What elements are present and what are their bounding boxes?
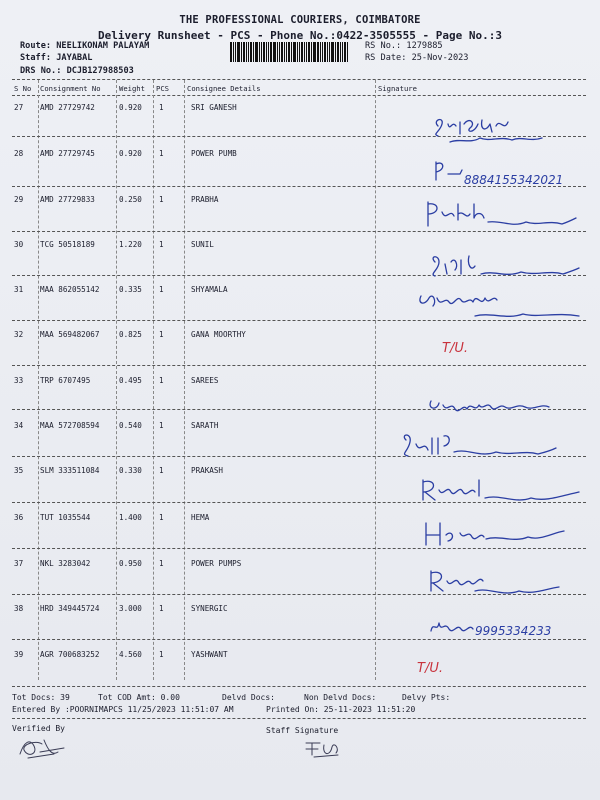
col-sno: S No [14, 84, 32, 93]
row-pcs: 1 [159, 330, 164, 339]
barcode-bar [304, 42, 305, 62]
barcode-bar [261, 42, 262, 62]
signature-row-37 [425, 565, 565, 605]
barcode-bar [241, 42, 242, 62]
barcode-bar [281, 42, 283, 62]
row-weight: 0.540 [119, 421, 142, 430]
row-consignment: HRD 349445724 [40, 604, 100, 613]
barcode-bar [331, 42, 334, 62]
row-consignment: MAA 572708594 [40, 421, 100, 430]
staff-label: Staff: JAYABAL [20, 53, 93, 63]
row-sno: 30 [14, 240, 24, 249]
row-sno: 28 [14, 149, 24, 158]
barcode-bar [291, 42, 292, 62]
barcode-bar [248, 42, 249, 62]
rs-number: RS No.: 1279885 [365, 41, 443, 51]
staff-signature [300, 735, 350, 765]
mark-row-39 [415, 655, 475, 683]
row-consignee: PRAKASH [191, 466, 224, 475]
col-divider [153, 80, 154, 680]
row-weight: 4.560 [119, 650, 142, 659]
entered-by: Entered By :POORNIMAPCS 11/25/2023 11:51:07 AM [12, 705, 234, 714]
col-consignee: Consignee Details [187, 84, 261, 93]
barcode-bar [233, 42, 234, 62]
barcode-bar [268, 42, 269, 62]
row-consignee: HEMA [191, 513, 210, 522]
barcode-bar [277, 42, 278, 62]
delivery-points: Delvy Pts: [402, 693, 451, 702]
row-consignment: TCG 50518189 [40, 240, 95, 249]
tu-mark: T/U. [417, 661, 443, 676]
row-consignment: AMD 27729833 [40, 195, 95, 204]
row-consignee: POWER PUMB [191, 149, 237, 158]
row-consignee: SRI GANESH [191, 103, 237, 112]
row-weight: 1.220 [119, 240, 142, 249]
row-weight: 0.825 [119, 330, 142, 339]
barcode-bar [344, 42, 346, 62]
barcode-bar [308, 42, 310, 62]
row-weight: 3.000 [119, 604, 142, 613]
barcode [230, 42, 360, 62]
row-weight: 0.920 [119, 103, 142, 112]
row-weight: 1.400 [119, 513, 142, 522]
row-pcs: 1 [159, 421, 164, 430]
row-consignment: TRP 6707495 [40, 376, 91, 385]
col-divider [184, 80, 185, 680]
barcode-bar [317, 42, 319, 62]
row-consignee: PRABHA [191, 195, 219, 204]
phone-handwritten: 8884155342021 [464, 173, 564, 187]
row-weight: 0.330 [119, 466, 142, 475]
drs-number: DRS No.: DCJB127988503 [20, 66, 134, 76]
row-pcs: 1 [159, 149, 164, 158]
verified-by-label: Verified By [12, 724, 65, 733]
signature-row-28 [430, 156, 580, 196]
row-sno: 33 [14, 376, 24, 385]
row-consignment: NKL 3283042 [40, 559, 91, 568]
barcode-bar [311, 42, 312, 62]
row-pcs: 1 [159, 103, 164, 112]
col-signature: Signature [378, 84, 417, 93]
verifier-signature [14, 732, 84, 766]
signature-row-34a [425, 395, 575, 429]
rs-date: RS Date: 25-Nov-2023 [365, 53, 469, 63]
company-title: THE PROFESSIONAL COURIERS, COIMBATORE [179, 14, 421, 26]
signature-row-31 [415, 288, 585, 332]
row-sno: 38 [14, 604, 24, 613]
barcode-bar [284, 42, 285, 62]
row-rule [12, 365, 586, 366]
barcode-bar [253, 42, 254, 62]
barcode-bar [286, 42, 287, 62]
mark-row-32 [440, 336, 500, 362]
row-sno: 35 [14, 466, 24, 475]
barcode-bar [243, 42, 245, 62]
row-consignment: SLM 333511084 [40, 466, 100, 475]
non-delivered-docs: Non Delvd Docs: [304, 693, 377, 702]
barcode-bar [273, 42, 276, 62]
barcode-bar [263, 42, 265, 62]
barcode-bar [259, 42, 260, 62]
col-consignment: Consignment No [40, 84, 101, 93]
row-pcs: 1 [159, 650, 164, 659]
signature-row-27 [430, 112, 560, 151]
row-weight: 0.495 [119, 376, 142, 385]
row-consignee: SYNERGIC [191, 604, 228, 613]
row-pcs: 1 [159, 604, 164, 613]
row-consignment: AGR 700683252 [40, 650, 100, 659]
row-consignment: MAA 569482067 [40, 330, 100, 339]
row-sno: 34 [14, 421, 24, 430]
barcode-bar [293, 42, 296, 62]
runsheet-subtitle: Delivery Runsheet - PCS - Phone No.:0422-3505555 - Page No.:3 [98, 29, 502, 42]
row-consignee: YASHWANT [191, 650, 228, 659]
col-divider [38, 80, 39, 680]
printed-on: Printed On: 25-11-2023 11:51:20 [266, 705, 416, 714]
barcode-bar [337, 42, 339, 62]
row-sno: 37 [14, 559, 24, 568]
total-cod: Tot COD Amt: 0.00 [98, 693, 180, 702]
barcode-bar [342, 42, 343, 62]
row-sno: 29 [14, 195, 24, 204]
footer-rule [12, 686, 586, 687]
barcode-bar [297, 42, 298, 62]
col-divider [116, 80, 117, 680]
row-sno: 36 [14, 513, 24, 522]
barcode-bar [279, 42, 280, 62]
barcode-bar [255, 42, 258, 62]
row-pcs: 1 [159, 466, 164, 475]
barcode-bar [266, 42, 267, 62]
barcode-bar [324, 42, 326, 62]
barcode-bar [322, 42, 323, 62]
row-weight: 0.920 [119, 149, 142, 158]
col-weight: Weight [119, 84, 145, 93]
row-consignee: SARATH [191, 421, 219, 430]
barcode-bar [235, 42, 236, 62]
total-docs: Tot Docs: 39 [12, 693, 70, 702]
row-sno: 31 [14, 285, 24, 294]
row-pcs: 1 [159, 195, 164, 204]
row-consignee: GANA MOORTHY [191, 330, 246, 339]
row-sno: 32 [14, 330, 24, 339]
header-rule-top [12, 79, 586, 80]
signature-row-29 [422, 198, 582, 238]
barcode-bar [320, 42, 321, 62]
row-consignment: TUT 1035544 [40, 513, 91, 522]
row-pcs: 1 [159, 285, 164, 294]
row-weight: 0.950 [119, 559, 142, 568]
barcode-bar [237, 42, 240, 62]
signature-row-36 [420, 517, 570, 557]
barcode-bar [299, 42, 300, 62]
row-pcs: 1 [159, 240, 164, 249]
row-pcs: 1 [159, 376, 164, 385]
barcode-bar [301, 42, 303, 62]
barcode-bar [250, 42, 252, 62]
delivered-docs: Delvd Docs: [222, 693, 275, 702]
barcode-bar [327, 42, 328, 62]
header-rule-bottom [12, 95, 586, 96]
barcode-bar [329, 42, 330, 62]
row-consignment: AMD 27729742 [40, 103, 95, 112]
signature-row-38 [425, 613, 585, 647]
barcode-bar [306, 42, 307, 62]
col-pcs: PCS [156, 84, 169, 93]
signature-row-35 [415, 474, 585, 514]
row-consignment: AMD 27729745 [40, 149, 95, 158]
barcode-bar [335, 42, 336, 62]
signature-row-34b [398, 430, 558, 474]
row-weight: 0.250 [119, 195, 142, 204]
barcode-bar [288, 42, 290, 62]
barcode-bar [270, 42, 272, 62]
row-consignment: MAA 862055142 [40, 285, 100, 294]
barcode-bar [230, 42, 232, 62]
footer-rule [12, 718, 586, 719]
row-pcs: 1 [159, 513, 164, 522]
route-label: Route: NEELIKONAM PALAYAM [20, 41, 150, 51]
row-consignee: SHYAMALA [191, 285, 228, 294]
col-divider [375, 80, 376, 680]
barcode-bar [347, 42, 348, 62]
barcode-bar [340, 42, 341, 62]
row-consignee: POWER PUMPS [191, 559, 242, 568]
row-consignee: SUNIL [191, 240, 214, 249]
tu-mark: T/U. [442, 341, 468, 356]
row-consignee: SAREES [191, 376, 219, 385]
barcode-bar [313, 42, 316, 62]
row-sno: 39 [14, 650, 24, 659]
phone-handwritten: 9995334233 [475, 624, 552, 638]
barcode-bar [246, 42, 247, 62]
row-weight: 0.335 [119, 285, 142, 294]
staff-signature-label: Staff Signature [266, 726, 339, 735]
row-pcs: 1 [159, 559, 164, 568]
row-sno: 27 [14, 103, 24, 112]
